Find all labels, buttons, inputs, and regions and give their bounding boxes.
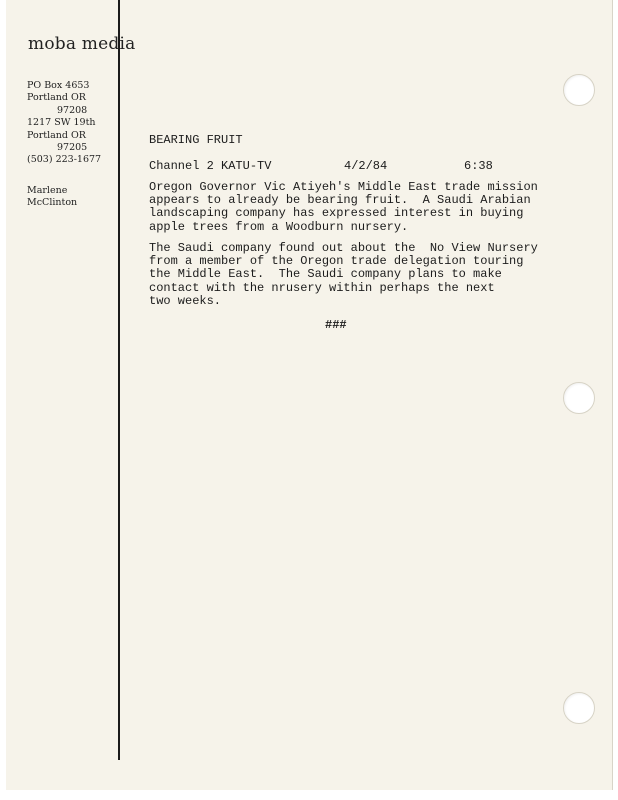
address-line: Portland OR <box>27 92 86 104</box>
paragraph-line: two weeks. <box>149 293 222 308</box>
page-bottom-edge <box>6 790 612 800</box>
binder-hole-middle <box>563 382 595 414</box>
paragraph-line: landscaping company has expressed interest in buying <box>149 206 524 221</box>
broadcast-date: 4/2/84 <box>344 159 388 173</box>
address-line: 97205 <box>57 142 88 154</box>
address-block <box>27 80 101 167</box>
address-line: PO Box 4653 <box>27 80 90 91</box>
paragraph-line: appears to already be bearing fruit. A Saudi Arabian <box>149 193 531 208</box>
letterhead-divider-line <box>118 0 120 760</box>
author-first-name: Marlene <box>27 185 68 196</box>
source-row <box>149 159 509 175</box>
paragraph-line: contact with the nrusery within perhaps the next <box>149 280 495 295</box>
story-paragraph-1 <box>149 181 589 234</box>
story-paragraph-2 <box>149 242 589 308</box>
paragraph-line: Oregon Governor Vic Atiyeh's Middle East trade mission <box>149 180 538 194</box>
paragraph-line: the Middle East. The Saudi company plans to make <box>149 267 502 282</box>
story-headline: BEARING FRUIT <box>149 133 243 147</box>
end-mark: ### <box>325 318 347 332</box>
paragraph-line: apple trees from a Woodburn nursery. <box>149 219 409 234</box>
binder-hole-bottom <box>563 692 595 724</box>
station-name: Channel 2 KATU-TV <box>149 159 272 173</box>
broadcast-time: 6:38 <box>464 159 493 173</box>
author-last-name: McClinton <box>27 197 78 209</box>
brand-name: moba media <box>28 34 136 54</box>
author-block <box>27 185 77 210</box>
paragraph-line: The Saudi company found out about the No View Nursery <box>149 241 538 255</box>
address-line: 97208 <box>57 104 88 116</box>
paragraph-line: from a member of the Oregon trade delegation touring <box>149 254 524 269</box>
phone-number: (503) 223-1677 <box>27 154 102 166</box>
address-line: 1217 SW 19th <box>27 117 96 129</box>
binder-hole-top <box>563 74 595 106</box>
address-line: Portland OR <box>27 129 86 141</box>
